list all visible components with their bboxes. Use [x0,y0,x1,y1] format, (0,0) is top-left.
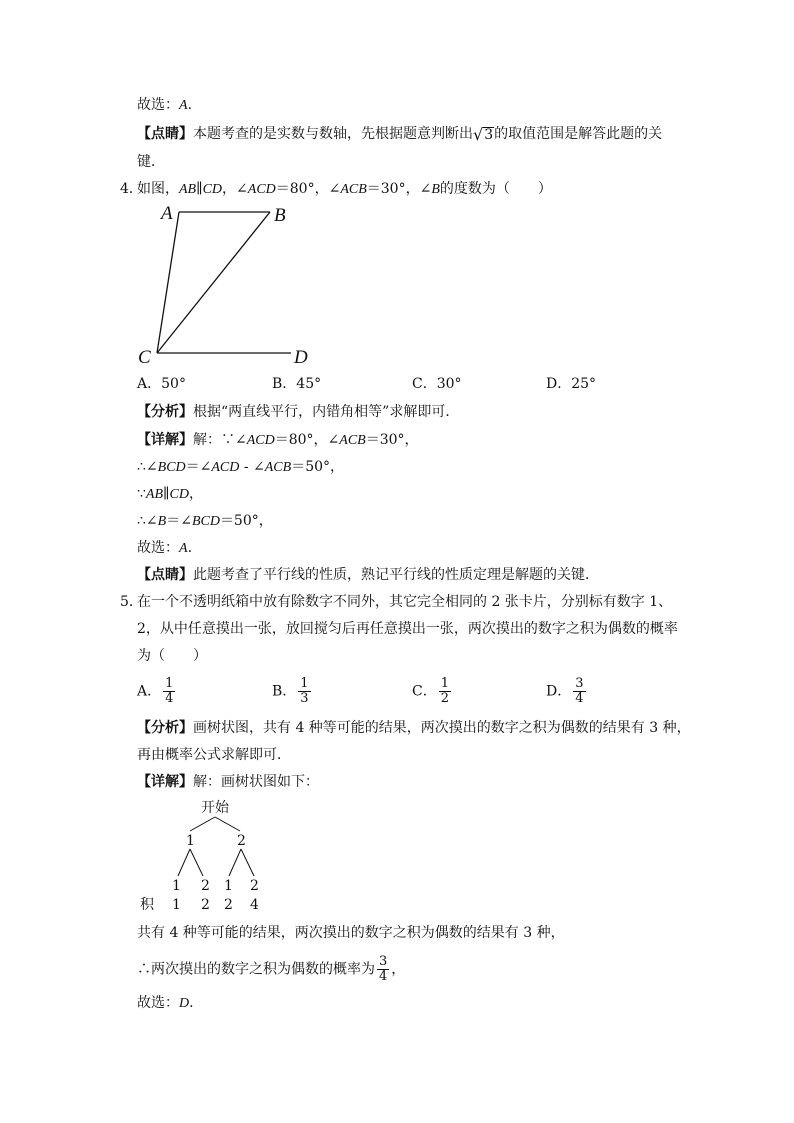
fraction-numerator: 1 [300,676,309,691]
option-letter: A． [137,683,162,700]
option-letter: A． [137,376,162,392]
angle-b: B [431,182,440,197]
detail-text: ∴∠ [137,513,158,529]
detail-text: - ∠ [239,459,265,475]
tree-level1-node: 2 [237,833,246,849]
sqrt-radicand: 3 [484,127,494,143]
answer-choice: A [179,541,188,556]
tree-product: 2 [224,897,233,913]
seg-ab: AB [145,487,164,502]
q4-stem-pre: 如图， [137,181,179,197]
option-letter: D． [546,376,572,392]
detail-text: ∵ [137,486,146,502]
angle-acd: ACD [247,182,276,197]
detail-text: ＝∠ [166,513,192,529]
q5-answer-line [137,994,194,1013]
detail-tag: 【详解】 [137,774,193,790]
tree-branch [190,849,203,876]
tree-branch [190,817,215,831]
detail-text: ∴∠ [137,459,158,475]
fraction-numerator: 1 [165,676,174,691]
fraction-denominator: 2 [440,691,449,706]
parallel-symbol: ∥ [196,181,203,197]
angle-bcd: BCD [191,514,220,529]
q5-stem-line-3: 为（ ） [137,648,207,664]
tree-branch [241,849,254,876]
tree-level2-node: 2 [201,878,210,894]
option-letter: C． [412,376,437,392]
angle-acb: ACB [340,182,367,197]
q4-stem-sep1: ，∠ [222,181,248,197]
option-text: 30° [436,376,462,392]
q5-detail-line-2: 共有 4 种等可能的结果，两次摸出的数字之积为偶数的结果有 3 种， [137,925,565,941]
comment-text-post: 的取值范围是解答此题的关 [494,126,663,142]
q5-number: 5． [120,594,143,610]
sqrt-sign: √ [473,125,484,144]
option-text: 45° [296,376,322,392]
point-d-label: D [294,347,308,368]
angle-b: B [157,514,167,529]
detail-text: 解：画树状图如下： [193,774,319,790]
option-text: 25° [571,376,597,392]
fraction [377,955,389,984]
analysis-tag: 【分析】 [137,404,193,420]
fraction-denominator: 4 [575,691,584,706]
answer-label: 故选： [137,995,179,1011]
option-text: 50° [161,376,186,392]
tree-branch [215,817,240,831]
seg-cd: CD [202,182,223,197]
angle-bcd: BCD [157,460,186,475]
point-c-label: C [138,347,151,368]
q4-stem-val2: ＝30°，∠ [366,181,432,197]
detail-text: ＝∠ [185,459,212,475]
seg-ab: AB [179,182,197,197]
tree-product: 4 [250,897,259,913]
fraction-denominator: 4 [165,691,174,706]
q4-number: 4． [120,181,143,197]
answer-choice: A [179,98,188,113]
q4-stem-end: 的度数为（ ） [439,181,552,197]
seg-cd: CD [169,487,189,502]
q4-stem-val1: ＝80°，∠ [275,181,341,197]
detail-text: ， [391,961,406,978]
comment-tag: 【点睛】 [137,567,193,583]
tree-product: 2 [201,897,210,913]
analysis-text: 画树状图，共有 4 种等可能的结果，两次摸出的数字之积为偶数的结果有 3 种， [193,720,691,736]
detail-text: ＝30°， [365,432,419,448]
option-letter: D． [546,683,572,700]
tree-root: 开始 [201,800,229,816]
answer-choice: D [179,996,190,1011]
detail-text: ＝50°， [291,459,345,475]
option-letter: B． [272,376,297,392]
fraction-numerator: 3 [379,954,388,969]
option-letter: C． [412,683,437,700]
detail-text: ＝80°，∠ [274,432,340,448]
tree-level2-node: 1 [172,878,181,894]
parallel-symbol: ∥ [163,486,170,502]
detail-tag: 【详解】 [137,432,193,448]
detail-text: ∴两次摸出的数字之积为偶数的概率为 [137,961,375,978]
angle-acd: ACD [246,433,275,448]
tree-product-label: 积 [140,897,154,913]
tree-level2-node: 2 [250,878,259,894]
angle-acb: ACB [339,433,366,448]
detail-text: ＝50°， [219,513,273,529]
tree-level2-node: 1 [224,878,233,894]
q5-stem-line-1: 在一个不透明纸箱中放有除数字不同外，其它完全相同的 2 张卡片，分别标有数字 1、 [137,594,673,610]
q5-stem-line-2: 2，从中任意摸出一张，放回搅匀后再任意摸出一张，两次摸出的数字之积为偶数的概率 [137,621,678,637]
answer-period: . [187,97,193,113]
analysis-text: 根据“两直线平行，内错角相等”求解即可． [193,404,460,420]
fraction-numerator: 3 [575,676,584,691]
comment-text-pre: 本题考查的是实数与数轴，先根据题意判断出 [193,126,473,142]
detail-text: ， [188,486,203,502]
answer-label: 故选： [137,540,179,556]
point-a-label: A [161,203,173,224]
tree-branch [178,849,190,876]
angle-acd: ACD [211,460,240,475]
fraction-numerator: 1 [440,676,449,691]
point-b-label: B [274,205,286,226]
answer-label: 故选： [137,97,179,113]
q5-analysis-line-2: 再由概率公式求解即可． [137,747,291,763]
tree-product: 1 [172,897,181,913]
comment-tag: 【点睛】 [137,126,193,142]
answer-period: . [189,995,194,1011]
option-letter: B． [272,683,297,700]
angle-acb: ACB [264,460,292,475]
fraction-denominator: 3 [300,691,309,706]
fraction-denominator: 4 [379,969,388,984]
comment-text-cont: 键． [137,154,165,170]
tree-level1-node: 1 [186,833,195,849]
answer-period: . [187,540,193,556]
analysis-tag: 【分析】 [137,720,193,736]
detail-text: 解：∵∠ [193,432,247,448]
comment-text: 此题考查了平行线的性质，熟记平行线的性质定理是解题的关键． [193,567,599,583]
q5-detail-line-3 [137,955,405,984]
tree-branch [229,849,241,876]
